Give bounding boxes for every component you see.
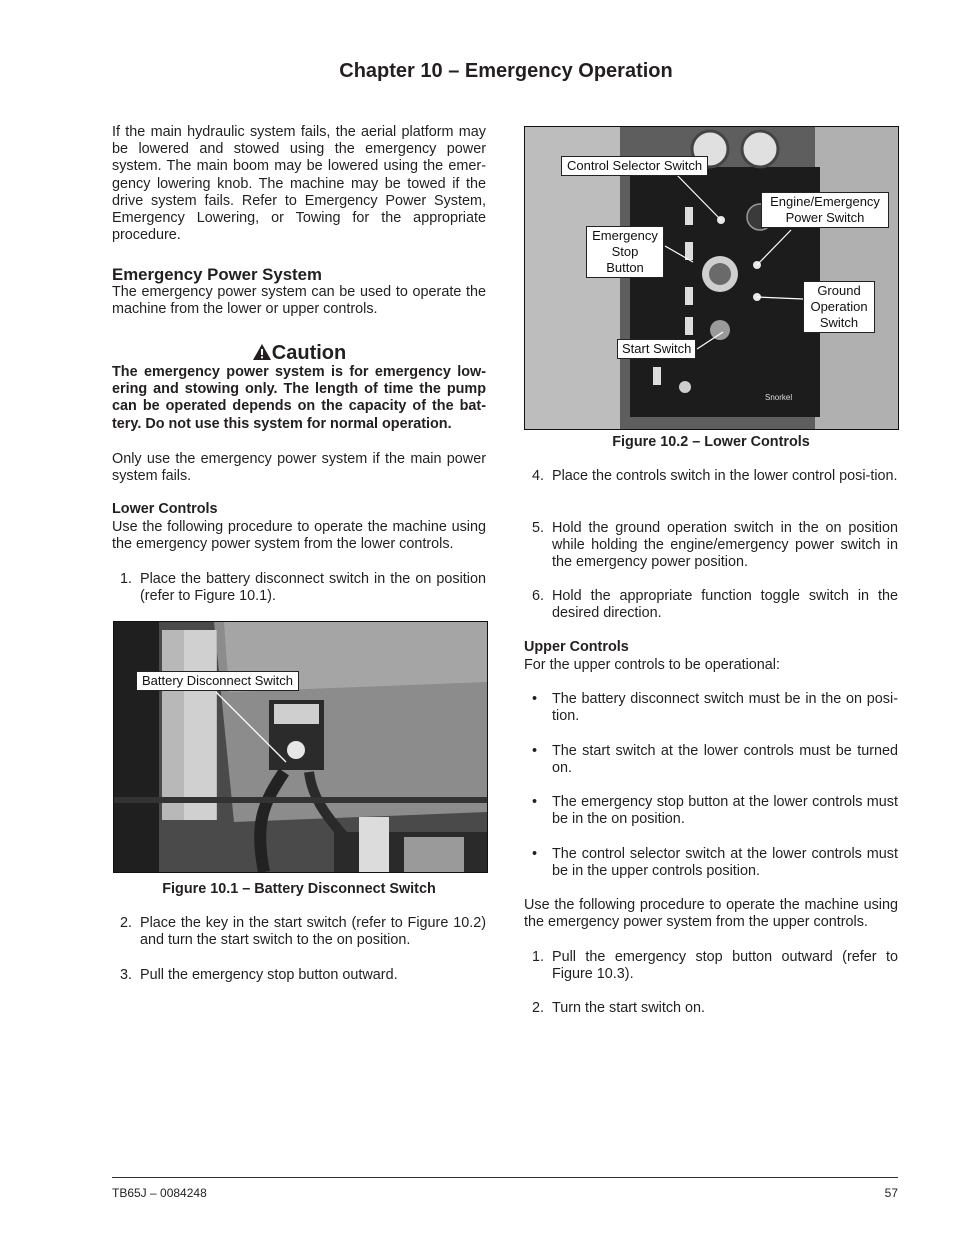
step-number: 1. [120,571,133,587]
chapter-title: Chapter 10 – Emergency Operation [339,60,673,82]
bullet-icon: • [532,846,538,862]
list-item [120,967,486,984]
figure-10-2-caption: Figure 10.2 – Lower Controls [612,434,810,450]
step-text: Place the controls switch in the lower control posi-tion. [552,468,898,484]
step-text: Place the battery disconnect switch in the on position (refer to Figure 10.1). [140,571,486,605]
list-item [120,571,486,605]
callout-line: Button [606,260,644,275]
step-number: 6. [532,588,545,604]
start-switch-callout: Start Switch [617,339,696,359]
emergency-stop-callout [586,226,664,278]
bullet-text: The emergency stop button at the lower controls must be in the on position. [552,794,898,828]
caution-heading: Caution [271,342,347,364]
bullet-icon: • [532,743,538,759]
upper-controls-intro: For the upper controls to be operational: [524,657,780,673]
footer-document-id: TB65J – 0084248 [112,1186,207,1200]
step-text: Hold the appropriate function toggle switch in the desired direction. [552,588,898,622]
bullet-icon: • [532,691,538,707]
step-number: 2. [120,915,133,931]
list-item [532,949,898,983]
lower-controls-heading: Lower Controls [112,501,218,517]
eps-body: The emergency power system can be used to operate the machine from the lower or upper controls. [112,284,486,318]
list-item [120,915,486,949]
bullet-icon: • [532,794,538,810]
callout-line: Stop [611,244,639,259]
only-use-paragraph: Only use the emergency power system if the main power system fails. [112,451,486,485]
control-selector-callout: Control Selector Switch [561,156,708,176]
callout-line: Power Switch [785,210,865,225]
caution-body: The emergency power system is for emergency low-ering and stowing only. The length of time the pump can be operated depends on the capacity of the bat-tery. Do not use this system for normal operation. [112,364,486,432]
eps-heading: Emergency Power System [112,265,322,284]
bullet-text: The control selector switch at the lower controls must be in the upper controls position. [552,846,898,880]
figure-lower-controls [524,126,899,430]
step-number: 2. [532,1000,545,1016]
warning-icon [252,343,272,361]
step-text: Hold the ground operation switch in the on position while holding the engine/emergency power switch in the emergency power position. [552,520,898,571]
callout-line: Operation [810,299,868,314]
bullet-text: The start switch at the lower controls must be turned on. [552,743,898,777]
bullet-text: The battery disconnect switch must be in the on posi-tion. [552,691,898,725]
list-item [532,691,898,725]
step-number: 1. [532,949,545,965]
list-item [532,1000,898,1017]
figure-battery-disconnect [113,621,488,873]
list-item [532,743,898,777]
step-number: 3. [120,967,133,983]
callout-line: Switch [819,315,859,330]
page-number: 57 [884,1186,898,1200]
upper-controls-heading: Upper Controls [524,639,629,655]
callout-line: Engine/Emergency [770,194,880,209]
step-text: Pull the emergency stop button outward (refer to Figure 10.3). [552,949,898,983]
battery-disconnect-callout: Battery Disconnect Switch [136,671,299,691]
callout-line: Ground [817,283,861,298]
callout-line: Emergency [592,228,658,243]
step-number: 4. [532,468,545,484]
list-item [532,468,898,485]
lower-controls-body: Use the following procedure to operate the machine using the emergency power system from the lower controls. [112,519,486,553]
step-number: 5. [532,520,545,536]
ground-operation-callout [803,281,875,333]
battery-photo-illustration [114,622,487,872]
brand-label: Snorkel [765,393,793,402]
upper-controls-body: Use the following procedure to operate the machine using the emergency power system from the upper controls. [524,897,898,931]
step-text: Pull the emergency stop button outward. [140,967,398,983]
engine-emergency-callout [761,192,889,228]
caution-heading-row [112,342,486,365]
footer-rule [112,1177,898,1178]
list-item [532,588,898,622]
step-text: Turn the start switch on. [552,1000,706,1016]
step-text: Place the key in the start switch (refer to Figure 10.2) and turn the start switch to the on position. [140,915,486,949]
figure-10-1-caption: Figure 10.1 – Battery Disconnect Switch [162,881,436,897]
intro-paragraph: If the main hydraulic system fails, the aerial platform may be lowered and stowed using the emergency power system. The main boom may be lowered using the emer-gency lowering knob. The machine may be towed if the drive system fails. Refer to Emergency Power System, Emergency Lowering, or Towing for the appropriate procedure. [112,124,486,244]
list-item [532,846,898,880]
list-item [532,520,898,572]
list-item [532,794,898,828]
